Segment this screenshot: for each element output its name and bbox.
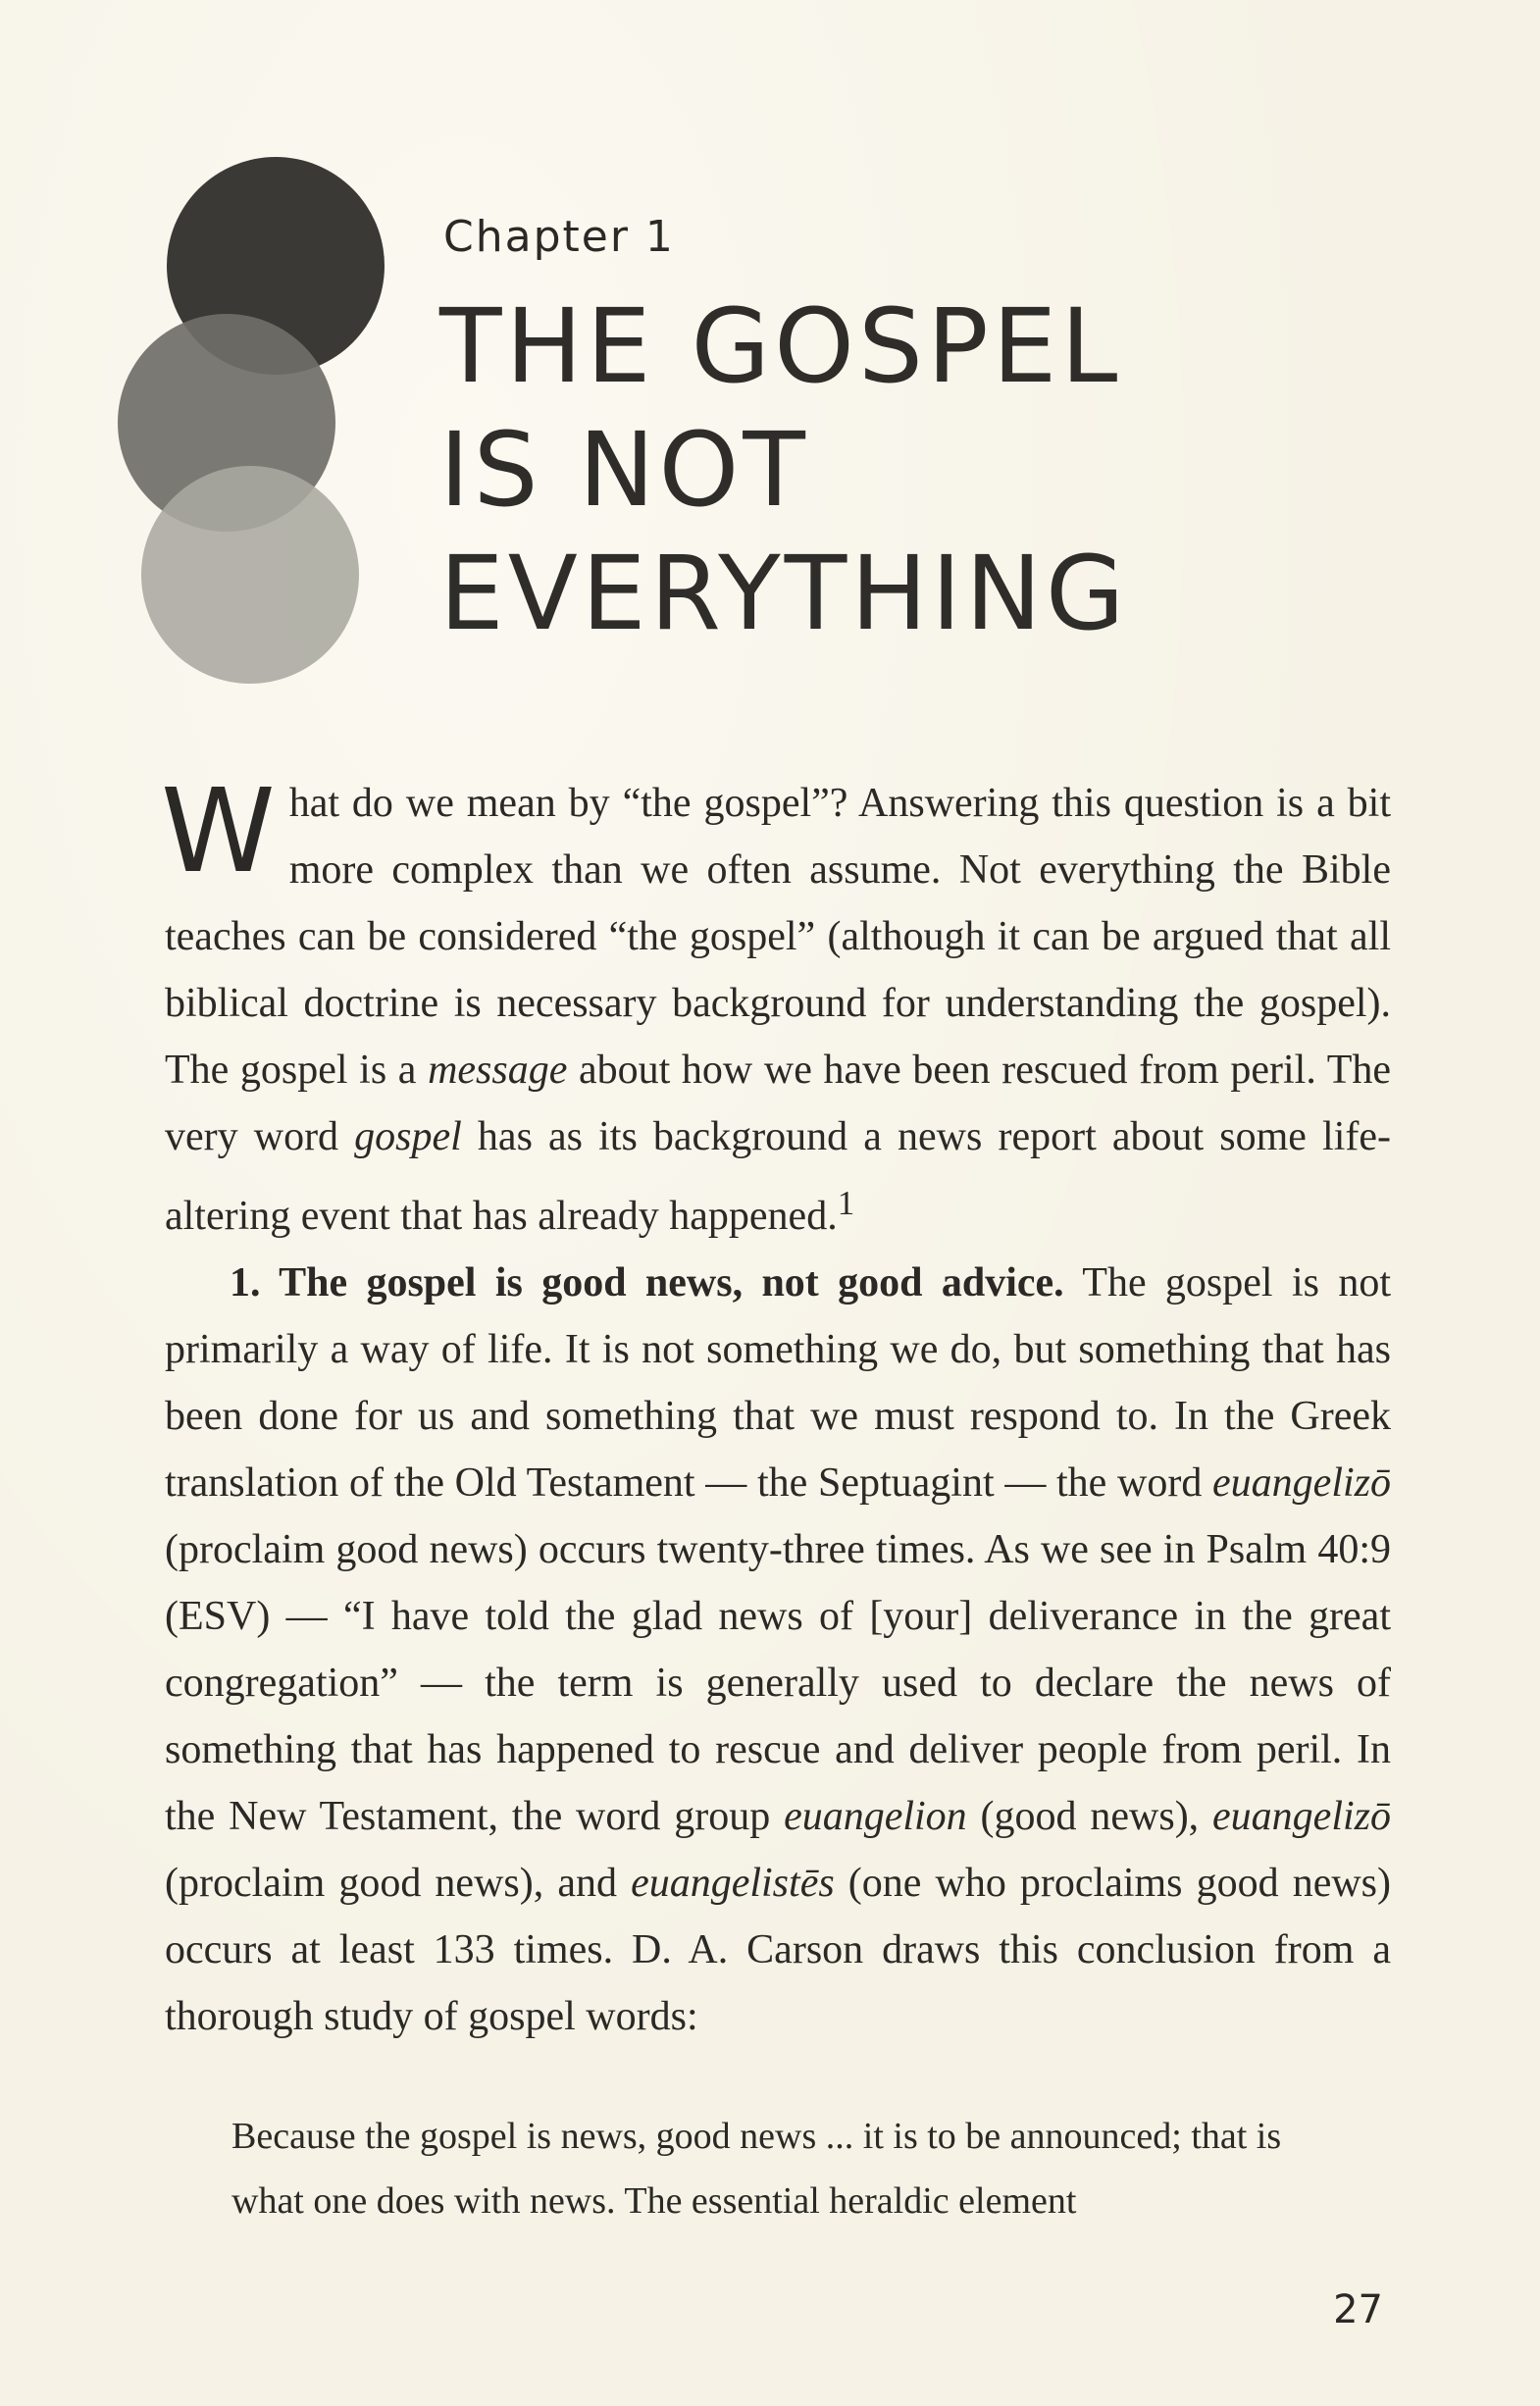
- point-1-text-1: The gospel is not primarily a way of life. It is not something we do, but something that has been done for us and something that we must respond to. In the Greek translation of the Old Testament — the Septuagint — the word: [165, 1260, 1391, 1506]
- footnote-marker[interactable]: 1: [837, 1184, 855, 1222]
- paragraph-intro-text-2: about how we have been rescued from peril. The very word: [165, 1048, 1392, 1159]
- italic-euangelion: euangelion: [784, 1794, 967, 1839]
- paragraph-intro: [161, 763, 1392, 1250]
- italic-euangelizo: euangelizō: [1212, 1460, 1391, 1506]
- chapter-label: Chapter 1: [443, 212, 675, 262]
- point-1-text-3: (good news),: [966, 1794, 1213, 1839]
- drop-cap: W: [161, 763, 276, 898]
- block-quote: Because the gospel is news, good news ... it is to be announced; that is what one does with news. The essential heraldic element: [231, 2116, 1282, 2222]
- point-1-text-2: (proclaim good news) occurs twenty-three times. As we see in Psalm 40:9 (ESV) — “I have told the glad news of [your] deliverance in the great congregation” — the term is generally used to declare the news of something that has happened to rescue and deliver people from peril. In the New Testament, the word group: [165, 1527, 1391, 1839]
- chapter-title-line-2: IS NOT: [439, 410, 809, 530]
- paragraph-intro-text-1: hat do we mean by “the gospel”? Answering this question is a bit more complex than we often assume. Not everything the Bible teaches can be considered “the gospel” (although it can be argued that all biblical doctrine is necessary background for understanding the gospel). The gospel is a: [165, 781, 1391, 1093]
- body-text: [161, 763, 1392, 2050]
- italic-gospel: gospel: [354, 1114, 462, 1159]
- paragraph-point-1: [165, 1250, 1391, 2050]
- chapter-title-line-3: EVERYTHING: [439, 534, 1129, 653]
- italic-euangelizo-2: euangelizō: [1212, 1794, 1391, 1839]
- point-1-heading: 1. The gospel is good news, not good advice.: [230, 1260, 1064, 1305]
- light-gray-circle: [141, 466, 359, 684]
- chapter-circles-graphic: [118, 137, 412, 745]
- paragraph-intro-text-3: has as its background a news report about some life-altering event that has already happened.: [165, 1114, 1391, 1239]
- page-number: 27: [1333, 2287, 1383, 2332]
- chapter-title-line-1: THE GOSPEL: [439, 286, 1122, 406]
- italic-message: message: [428, 1048, 568, 1093]
- point-1-text-4: (proclaim good news), and: [165, 1861, 632, 1906]
- chapter-title: [439, 284, 1420, 655]
- italic-euangelistes: euangelistēs: [631, 1861, 835, 1906]
- point-1-text-5: (one who proclaims good news) occurs at least 133 times. D. A. Carson draws this conclusion from a thorough study of gospel words:: [165, 1861, 1391, 2039]
